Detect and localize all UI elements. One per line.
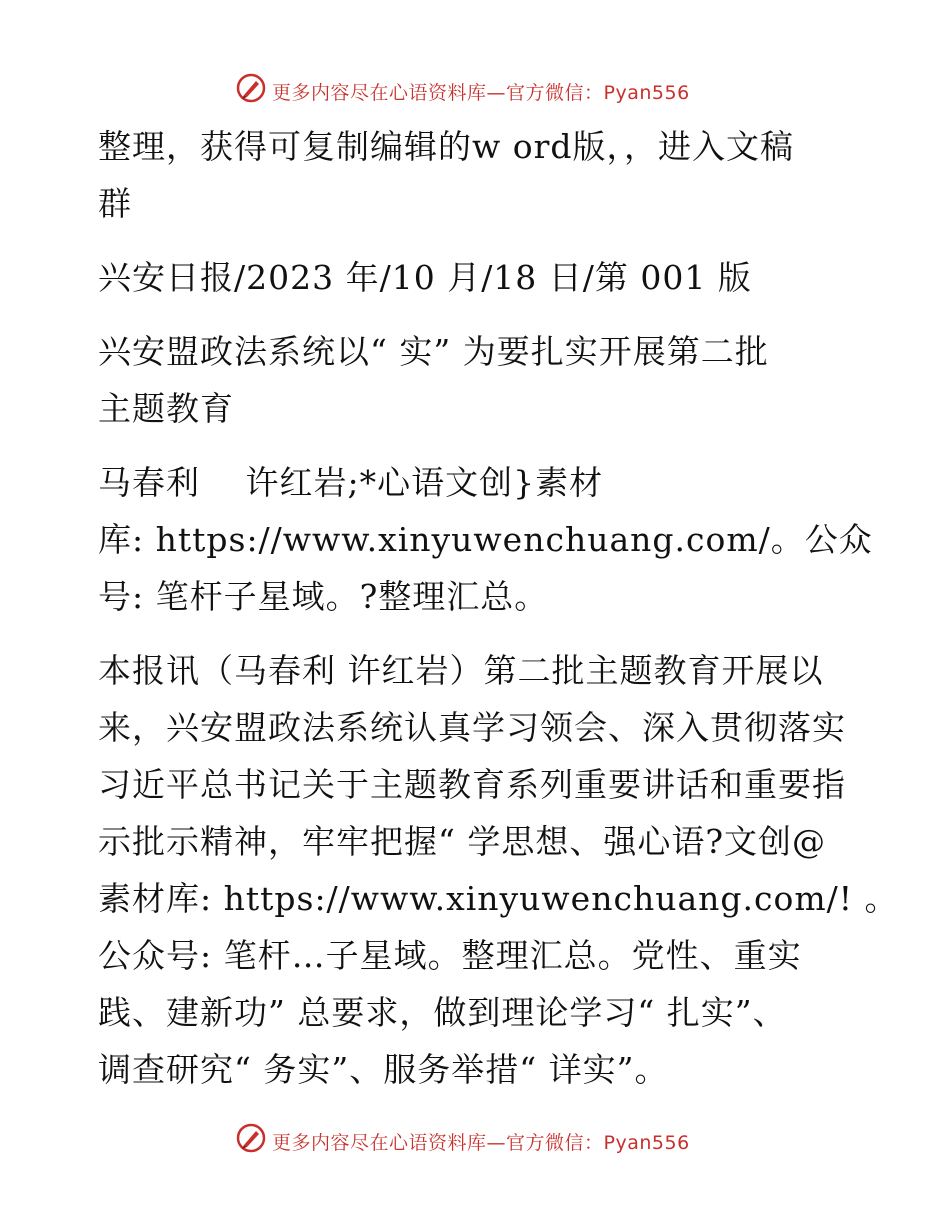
text-line: 主题教育 xyxy=(98,389,234,428)
text-line: 马春利 许红岩;*心语文创}素材 xyxy=(98,463,604,502)
quill-logo-icon xyxy=(236,1123,266,1153)
banner-text: 更多内容尽在心语资料库—官方微信：Pyan556 xyxy=(272,1132,690,1154)
text-line: 素材库: https://www.xinyuwenchuang.com/! 。 xyxy=(98,879,899,918)
text-line: 践、建新功” 总要求，做到理论学习“ 扎实”、 xyxy=(98,993,787,1032)
paragraph-authors xyxy=(98,454,873,625)
footer-banner xyxy=(0,1120,950,1160)
document-body xyxy=(98,118,899,1098)
text-line: 调查研究“ 务实”、服务举措“ 详实”。 xyxy=(98,1050,669,1089)
header-banner xyxy=(0,70,950,110)
text-line: 本报讯（马春利 许红岩）第二批主题教育开展以 xyxy=(98,651,824,690)
paragraph-source xyxy=(98,249,858,306)
paragraph-body xyxy=(98,642,899,1098)
article-title xyxy=(98,323,858,437)
text-line: 整理，获得可复制编辑的w ord版，，进入文稿 xyxy=(98,127,795,166)
text-line: 库: https://www.xinyuwenchuang.com/。公众 xyxy=(98,520,873,559)
text-line: 示批示精神，牢牢把握“ 学思想、强心语?文创@ xyxy=(98,822,827,861)
paragraph-intro xyxy=(98,118,858,232)
text-line: 群 xyxy=(98,184,132,223)
text-line: 公众号: 笔杆…子星域。整理汇总。党性、重实 xyxy=(98,936,802,975)
text-line: 来，兴安盟政法系统认真学习领会、深入贯彻落实 xyxy=(98,708,846,747)
text-line: 兴安日报/2023 年/10 月/18 日/第 001 版 xyxy=(98,258,752,297)
banner-text: 更多内容尽在心语资料库—官方微信：Pyan556 xyxy=(272,82,690,104)
quill-logo-icon xyxy=(236,73,266,103)
text-line: 号: 笔杆子星域。?整理汇总。 xyxy=(98,577,549,616)
text-line: 习近平总书记关于主题教育系列重要讲话和重要指 xyxy=(98,765,846,804)
text-line: 兴安盟政法系统以“ 实” 为要扎实开展第二批 xyxy=(98,332,769,371)
